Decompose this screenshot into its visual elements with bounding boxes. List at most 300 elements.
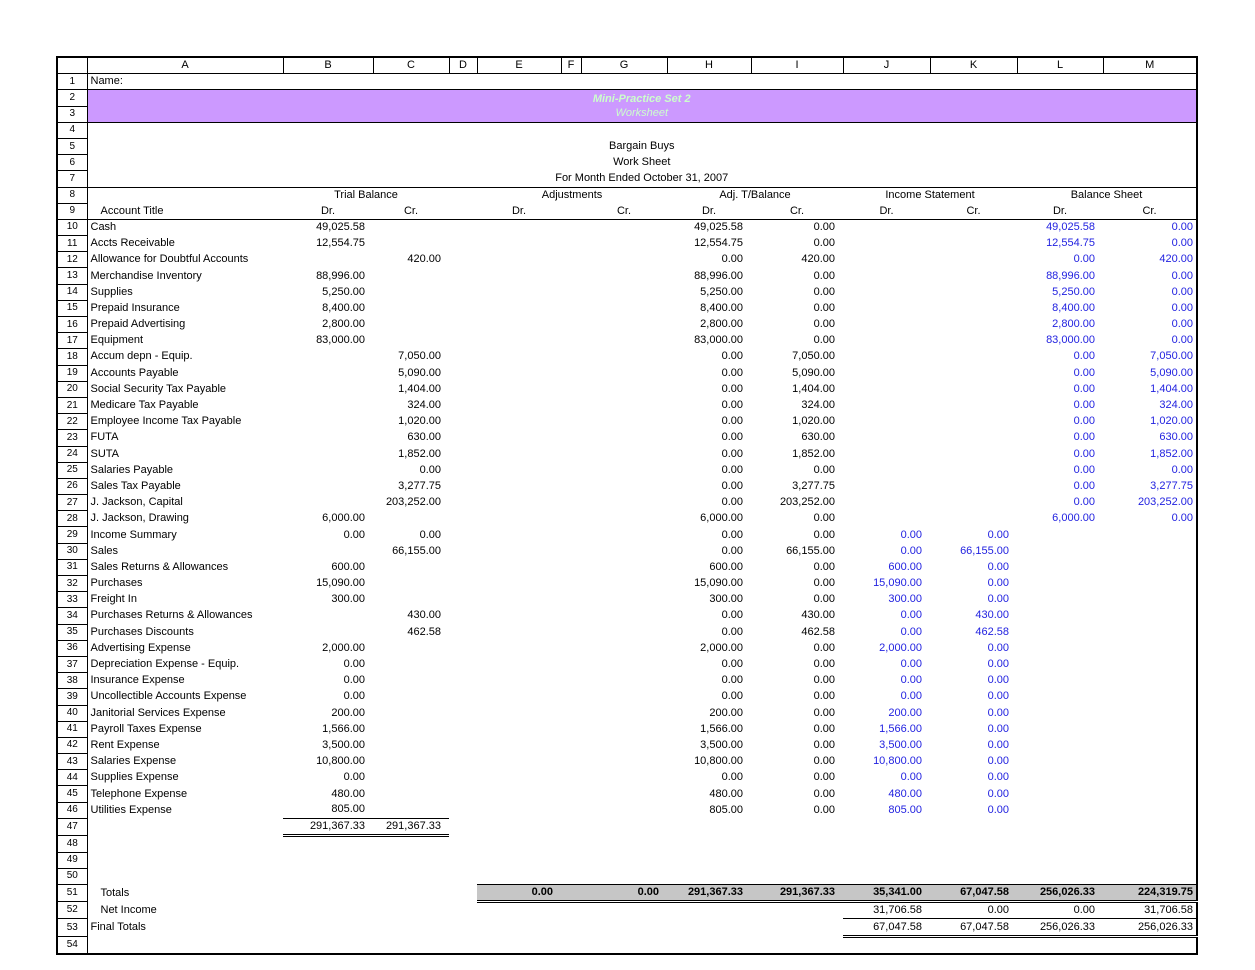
cell-L45[interactable]	[1017, 786, 1103, 802]
cell-I32[interactable]: 0.00	[813, 577, 835, 590]
cell-G20[interactable]	[581, 381, 667, 397]
cell-B22[interactable]	[283, 414, 373, 430]
cell-D45[interactable]	[449, 786, 477, 802]
cell-K16[interactable]	[930, 317, 1017, 333]
cell-F35[interactable]	[561, 624, 581, 640]
cell-J34[interactable]: 0.00	[900, 609, 922, 622]
cell-D42[interactable]	[449, 737, 477, 753]
cell-H37[interactable]: 0.00	[721, 658, 743, 671]
cell-B36[interactable]: 2,000.00	[322, 641, 365, 654]
cell-D25[interactable]	[449, 462, 477, 478]
cell-G24[interactable]	[581, 446, 667, 462]
cell-B24[interactable]	[283, 446, 373, 462]
cell-M52[interactable]: 31,706.58	[1103, 902, 1197, 919]
cell-J26[interactable]	[843, 478, 930, 494]
cell-A30[interactable]: Sales	[90, 544, 119, 557]
cell-A12[interactable]: Allowance for Doubtful Accounts	[90, 253, 249, 266]
cell-E37[interactable]	[477, 656, 561, 672]
row-header-33[interactable]: 33	[57, 592, 87, 608]
corner-cell[interactable]	[57, 57, 87, 74]
cell-K18[interactable]	[930, 349, 1017, 365]
cell-I19[interactable]: 5,090.00	[792, 366, 835, 379]
cell-C24[interactable]: 1,852.00	[398, 447, 441, 460]
cell-B9[interactable]: Dr.	[283, 203, 373, 219]
cell-E20[interactable]	[477, 381, 561, 397]
cell-A21[interactable]: Medicare Tax Payable	[90, 399, 199, 412]
cell-C33[interactable]	[373, 592, 449, 608]
cell-H42[interactable]: 3,500.00	[700, 738, 743, 751]
cell-L11[interactable]: 12,554.75	[1046, 237, 1095, 250]
cell-J35[interactable]: 0.00	[900, 625, 922, 638]
cell-C27[interactable]: 203,252.00	[385, 496, 441, 509]
cell-G15[interactable]	[581, 300, 667, 316]
cell-M51[interactable]: 224,319.75	[1103, 885, 1197, 902]
cell-K41[interactable]: 0.00	[987, 722, 1009, 735]
cell-H17[interactable]: 83,000.00	[694, 334, 743, 347]
row-header-11[interactable]: 11	[57, 236, 87, 252]
cell-B35[interactable]	[283, 624, 373, 640]
cell-M35[interactable]	[1103, 624, 1197, 640]
cell-B15[interactable]: 8,400.00	[322, 301, 365, 314]
cell-L21[interactable]: 0.00	[1073, 399, 1095, 412]
cell-A28[interactable]: J. Jackson, Drawing	[90, 512, 189, 525]
cell-A20[interactable]: Social Security Tax Payable	[90, 382, 227, 395]
cell-F40[interactable]	[561, 705, 581, 721]
cell-D22[interactable]	[449, 414, 477, 430]
cell-M31[interactable]	[1103, 559, 1197, 575]
cell-H10[interactable]: 49,025.58	[694, 221, 743, 234]
cell-D13[interactable]	[449, 268, 477, 284]
cell-G32[interactable]	[581, 576, 667, 592]
cell-M41[interactable]	[1103, 721, 1197, 737]
cell-C26[interactable]: 3,277.75	[398, 479, 441, 492]
cell-K52[interactable]: 0.00	[930, 902, 1017, 919]
cell-E39[interactable]	[477, 689, 561, 705]
cell-C21[interactable]: 324.00	[407, 399, 441, 412]
cell-C36[interactable]	[373, 640, 449, 656]
cell-I31[interactable]: 0.00	[813, 560, 835, 573]
row-header-34[interactable]: 34	[57, 608, 87, 624]
cell-A8[interactable]	[87, 187, 283, 203]
cell-B52[interactable]	[283, 902, 843, 919]
cell-C28[interactable]	[373, 511, 449, 527]
cell-F16[interactable]	[561, 317, 581, 333]
cell-A49[interactable]	[87, 852, 1197, 868]
row-header-53[interactable]: 53	[57, 919, 87, 936]
cell-I43[interactable]: 0.00	[813, 755, 835, 768]
cell-J10[interactable]	[843, 219, 930, 235]
cell-A48[interactable]	[87, 836, 1197, 853]
cell-J37[interactable]: 0.00	[900, 658, 922, 671]
cell-K31[interactable]: 0.00	[987, 560, 1009, 573]
period-line[interactable]: For Month Ended October 31, 2007	[555, 172, 729, 185]
cell-B17[interactable]: 83,000.00	[316, 334, 365, 347]
cell-K39[interactable]: 0.00	[987, 690, 1009, 703]
row-header-45[interactable]: 45	[57, 786, 87, 802]
cell-B44[interactable]: 0.00	[343, 771, 365, 784]
cell-M42[interactable]	[1103, 737, 1197, 753]
cell-E31[interactable]	[477, 559, 561, 575]
cell-M46[interactable]	[1103, 802, 1197, 818]
cell-C25[interactable]: 0.00	[419, 463, 441, 476]
cell-D27[interactable]	[449, 495, 477, 511]
cell-B11[interactable]: 12,554.75	[316, 237, 365, 250]
row-header-6[interactable]: 6	[57, 155, 87, 171]
cell-F42[interactable]	[561, 737, 581, 753]
cell-A53[interactable]: Final Totals	[90, 921, 146, 934]
cell-D36[interactable]	[449, 640, 477, 656]
row-header-13[interactable]: 13	[57, 268, 87, 284]
cell-F46[interactable]	[561, 802, 581, 818]
cell-H33[interactable]: 300.00	[709, 593, 743, 606]
cell-M32[interactable]	[1103, 576, 1197, 592]
cell-B18[interactable]	[283, 349, 373, 365]
cell-K51[interactable]: 67,047.58	[930, 885, 1017, 902]
cell-K33[interactable]: 0.00	[987, 593, 1009, 606]
cell-C14[interactable]	[373, 284, 449, 300]
header-adj-t-balance[interactable]: Adj. T/Balance	[667, 187, 843, 203]
cell-F43[interactable]	[561, 754, 581, 770]
cell-H18[interactable]: 0.00	[721, 350, 743, 363]
cell-B16[interactable]: 2,800.00	[322, 318, 365, 331]
cell-M45[interactable]	[1103, 786, 1197, 802]
cell-F23[interactable]	[561, 430, 581, 446]
cell-B29[interactable]: 0.00	[343, 528, 365, 541]
cell-C22[interactable]: 1,020.00	[398, 415, 441, 428]
cell-M20[interactable]: 1,404.00	[1150, 382, 1193, 395]
cell-H20[interactable]: 0.00	[721, 382, 743, 395]
cell-D37[interactable]	[449, 656, 477, 672]
cell-H13[interactable]: 88,996.00	[694, 269, 743, 282]
cell-E46[interactable]	[477, 802, 561, 818]
cell-A10[interactable]: Cash	[90, 221, 117, 234]
cell-G12[interactable]	[581, 252, 667, 268]
cell-L10[interactable]: 49,025.58	[1046, 221, 1095, 234]
cell-J39[interactable]: 0.00	[900, 690, 922, 703]
cell-J30[interactable]: 0.00	[900, 544, 922, 557]
cell-E38[interactable]	[477, 673, 561, 689]
row-header-19[interactable]: 19	[57, 365, 87, 381]
cell-E34[interactable]	[477, 608, 561, 624]
cell-E40[interactable]	[477, 705, 561, 721]
cell-F28[interactable]	[561, 511, 581, 527]
cell-L13[interactable]: 88,996.00	[1046, 269, 1095, 282]
cell-M30[interactable]	[1103, 543, 1197, 559]
cell-B31[interactable]: 600.00	[331, 560, 365, 573]
cell-L15[interactable]: 8,400.00	[1052, 301, 1095, 314]
cell-I42[interactable]: 0.00	[813, 738, 835, 751]
cell-J45[interactable]: 480.00	[888, 787, 922, 800]
cell-E29[interactable]	[477, 527, 561, 543]
cell-F19[interactable]	[561, 365, 581, 381]
cell-C47[interactable]: 291,367.33	[373, 818, 449, 835]
cell-E41[interactable]	[477, 721, 561, 737]
cell-H34[interactable]: 0.00	[721, 609, 743, 622]
cell-E43[interactable]	[477, 754, 561, 770]
cell-A41[interactable]: Payroll Taxes Expense	[90, 722, 202, 735]
cell-A24[interactable]: SUTA	[90, 447, 120, 460]
cell-J38[interactable]: 0.00	[900, 674, 922, 687]
cell-E19[interactable]	[477, 365, 561, 381]
cell-K43[interactable]: 0.00	[987, 755, 1009, 768]
cell-E21[interactable]	[477, 397, 561, 413]
cell-J41[interactable]: 1,566.00	[879, 722, 922, 735]
cell-L18[interactable]: 0.00	[1073, 350, 1095, 363]
cell-J15[interactable]	[843, 300, 930, 316]
row-header-52[interactable]: 52	[57, 902, 87, 919]
cell-H29[interactable]: 0.00	[721, 528, 743, 541]
cell-M36[interactable]	[1103, 640, 1197, 656]
cell-K35[interactable]: 462.58	[975, 625, 1009, 638]
row-header-54[interactable]: 54	[57, 936, 87, 954]
cell-L37[interactable]	[1017, 656, 1103, 672]
cell-L14[interactable]: 5,250.00	[1052, 285, 1095, 298]
cell-G25[interactable]	[581, 462, 667, 478]
row-header-43[interactable]: 43	[57, 754, 87, 770]
cell-K30[interactable]: 66,155.00	[960, 544, 1009, 557]
col-header-L[interactable]: L	[1017, 57, 1103, 74]
cell-K34[interactable]: 430.00	[975, 609, 1009, 622]
cell-F15[interactable]	[561, 300, 581, 316]
cell-G18[interactable]	[581, 349, 667, 365]
cell-G42[interactable]	[581, 737, 667, 753]
worksheet-banner[interactable]	[87, 90, 1197, 122]
cell-I41[interactable]: 0.00	[813, 722, 835, 735]
cell-K15[interactable]	[930, 300, 1017, 316]
row-header-26[interactable]: 26	[57, 478, 87, 494]
cell-H30[interactable]: 0.00	[721, 544, 743, 557]
cell-I34[interactable]: 430.00	[801, 609, 835, 622]
cell-K40[interactable]: 0.00	[987, 706, 1009, 719]
col-header-B[interactable]: B	[283, 57, 373, 74]
cell-G21[interactable]	[581, 397, 667, 413]
cell-G19[interactable]	[581, 365, 667, 381]
cell-L51[interactable]: 256,026.33	[1017, 885, 1103, 902]
row-header-42[interactable]: 42	[57, 737, 87, 753]
cell-D28[interactable]	[449, 511, 477, 527]
row-header-10[interactable]: 10	[57, 219, 87, 235]
cell-A35[interactable]: Purchases Discounts	[90, 625, 194, 638]
cell-I22[interactable]: 1,020.00	[792, 415, 835, 428]
cell-B41[interactable]: 1,566.00	[322, 722, 365, 735]
cell-F27[interactable]	[561, 495, 581, 511]
cell-I14[interactable]: 0.00	[813, 285, 835, 298]
cell-G11[interactable]	[581, 236, 667, 252]
cell-F17[interactable]	[561, 333, 581, 349]
row-header-51[interactable]: 51	[57, 885, 87, 902]
cell-H16[interactable]: 2,800.00	[700, 318, 743, 331]
row-header-35[interactable]: 35	[57, 624, 87, 640]
row-header-20[interactable]: 20	[57, 381, 87, 397]
cell-G26[interactable]	[581, 478, 667, 494]
cell-D29[interactable]	[449, 527, 477, 543]
cell-J17[interactable]	[843, 333, 930, 349]
cell-E42[interactable]	[477, 737, 561, 753]
cell-F13[interactable]	[561, 268, 581, 284]
cell-H35[interactable]: 0.00	[721, 625, 743, 638]
cell-M10[interactable]: 0.00	[1171, 221, 1193, 234]
cell-F34[interactable]	[561, 608, 581, 624]
cell-K17[interactable]	[930, 333, 1017, 349]
cell-J40[interactable]: 200.00	[888, 706, 922, 719]
cell-L12[interactable]: 0.00	[1073, 253, 1095, 266]
cell-M11[interactable]: 0.00	[1171, 237, 1193, 250]
cell-I33[interactable]: 0.00	[813, 593, 835, 606]
cell-D21[interactable]	[449, 397, 477, 413]
cell-E18[interactable]	[477, 349, 561, 365]
cell-A47[interactable]	[87, 818, 283, 835]
cell-L39[interactable]	[1017, 689, 1103, 705]
cell-J11[interactable]	[843, 236, 930, 252]
cell-I9[interactable]: Cr.	[751, 203, 843, 219]
cell-G39[interactable]	[581, 689, 667, 705]
cell-D32[interactable]	[449, 576, 477, 592]
cell-J32[interactable]: 15,090.00	[873, 577, 922, 590]
cell-I20[interactable]: 1,404.00	[792, 382, 835, 395]
cell-L25[interactable]: 0.00	[1073, 463, 1095, 476]
cell-F9[interactable]	[561, 203, 581, 219]
cell-G16[interactable]	[581, 317, 667, 333]
cell-L19[interactable]: 0.00	[1073, 366, 1095, 379]
cell-B43[interactable]: 10,800.00	[316, 755, 365, 768]
cell-D44[interactable]	[449, 770, 477, 786]
cell-J13[interactable]	[843, 268, 930, 284]
row-header-47[interactable]: 47	[57, 818, 87, 835]
cell-M17[interactable]: 0.00	[1171, 334, 1193, 347]
cell-K45[interactable]: 0.00	[987, 787, 1009, 800]
cell-I44[interactable]: 0.00	[813, 771, 835, 784]
cell-E14[interactable]	[477, 284, 561, 300]
row-header-48[interactable]: 48	[57, 836, 87, 853]
row-header-12[interactable]: 12	[57, 252, 87, 268]
cell-B27[interactable]	[283, 495, 373, 511]
cell-I45[interactable]: 0.00	[813, 787, 835, 800]
cell-I37[interactable]: 0.00	[813, 658, 835, 671]
cell-E26[interactable]	[477, 478, 561, 494]
row-header-37[interactable]: 37	[57, 656, 87, 672]
cell-D11[interactable]	[449, 236, 477, 252]
cell-K9[interactable]: Cr.	[930, 203, 1017, 219]
row-header-32[interactable]: 32	[57, 576, 87, 592]
cell-B47[interactable]: 291,367.33	[283, 818, 373, 835]
cell-D19[interactable]	[449, 365, 477, 381]
col-header-H[interactable]: H	[667, 57, 751, 74]
cell-K28[interactable]	[930, 511, 1017, 527]
cell-E10[interactable]	[477, 219, 561, 235]
cell-C15[interactable]	[373, 300, 449, 316]
cell-J29[interactable]: 0.00	[900, 528, 922, 541]
row-header-15[interactable]: 15	[57, 300, 87, 316]
cell-A45[interactable]: Telephone Expense	[90, 787, 188, 800]
cell-M38[interactable]	[1103, 673, 1197, 689]
cell-C30[interactable]: 66,155.00	[392, 544, 441, 557]
cell-I25[interactable]: 0.00	[813, 463, 835, 476]
cell-E32[interactable]	[477, 576, 561, 592]
cell-E17[interactable]	[477, 333, 561, 349]
cell-I18[interactable]: 7,050.00	[792, 350, 835, 363]
cell-G43[interactable]	[581, 754, 667, 770]
cell-L27[interactable]: 0.00	[1073, 496, 1095, 509]
cell-F51[interactable]	[561, 885, 581, 902]
cell-H39[interactable]: 0.00	[721, 690, 743, 703]
cell-A51[interactable]: Totals	[100, 886, 130, 899]
cell-H27[interactable]: 0.00	[721, 496, 743, 509]
cell-A42[interactable]: Rent Expense	[90, 738, 160, 751]
cell-B21[interactable]	[283, 397, 373, 413]
cell-H21[interactable]: 0.00	[721, 399, 743, 412]
cell-I39[interactable]: 0.00	[813, 690, 835, 703]
cell-H11[interactable]: 12,554.75	[694, 237, 743, 250]
cell-B23[interactable]	[283, 430, 373, 446]
cell-I24[interactable]: 1,852.00	[792, 447, 835, 460]
cell-L42[interactable]	[1017, 737, 1103, 753]
cell-G37[interactable]	[581, 656, 667, 672]
cell-J42[interactable]: 3,500.00	[879, 738, 922, 751]
cell-D39[interactable]	[449, 689, 477, 705]
cell-D41[interactable]	[449, 721, 477, 737]
cell-C35[interactable]: 462.58	[407, 625, 441, 638]
cell-E16[interactable]	[477, 317, 561, 333]
cell-F33[interactable]	[561, 592, 581, 608]
cell-D46[interactable]	[449, 802, 477, 818]
cell-B39[interactable]: 0.00	[343, 690, 365, 703]
cell-G30[interactable]	[581, 543, 667, 559]
cell-I10[interactable]: 0.00	[813, 221, 835, 234]
cell-I40[interactable]: 0.00	[813, 706, 835, 719]
cell-C13[interactable]	[373, 268, 449, 284]
cell-G23[interactable]	[581, 430, 667, 446]
row-header-16[interactable]: 16	[57, 317, 87, 333]
cell-G22[interactable]	[581, 414, 667, 430]
cell-B32[interactable]: 15,090.00	[316, 577, 365, 590]
cell-H45[interactable]: 480.00	[709, 787, 743, 800]
cell-A52[interactable]: Net Income	[100, 903, 157, 916]
cell-H40[interactable]: 200.00	[709, 706, 743, 719]
cell-A50[interactable]	[87, 868, 1197, 884]
row-header-9[interactable]: 9	[57, 203, 87, 219]
cell-K14[interactable]	[930, 284, 1017, 300]
cell-A29[interactable]: Income Summary	[90, 528, 177, 541]
row-header-25[interactable]: 25	[57, 462, 87, 478]
company-name[interactable]: Bargain Buys	[609, 140, 675, 153]
cell-L36[interactable]	[1017, 640, 1103, 656]
cell-A43[interactable]: Salaries Expense	[90, 755, 177, 768]
cell-K13[interactable]	[930, 268, 1017, 284]
cell-A36[interactable]: Advertising Expense	[90, 641, 191, 654]
cell-A18[interactable]: Accum depn - Equip.	[90, 350, 193, 363]
cell-C17[interactable]	[373, 333, 449, 349]
cell-K29[interactable]: 0.00	[987, 528, 1009, 541]
cell-E27[interactable]	[477, 495, 561, 511]
cell-G34[interactable]	[581, 608, 667, 624]
cell-M33[interactable]	[1103, 592, 1197, 608]
cell-G41[interactable]	[581, 721, 667, 737]
cell-J25[interactable]	[843, 462, 930, 478]
cell-L9[interactable]: Dr.	[1017, 203, 1103, 219]
col-header-G[interactable]: G	[581, 57, 667, 74]
row-header-14[interactable]: 14	[57, 284, 87, 300]
cell-B45[interactable]: 480.00	[331, 787, 365, 800]
col-header-I[interactable]: I	[751, 57, 843, 74]
cell-K38[interactable]: 0.00	[987, 674, 1009, 687]
row-header-28[interactable]: 28	[57, 511, 87, 527]
cell-H15[interactable]: 8,400.00	[700, 301, 743, 314]
cell-F14[interactable]	[561, 284, 581, 300]
cell-H14[interactable]: 5,250.00	[700, 285, 743, 298]
col-header-A[interactable]: A	[87, 57, 283, 74]
cell-D9[interactable]	[449, 203, 477, 219]
col-header-D[interactable]: D	[449, 57, 477, 74]
